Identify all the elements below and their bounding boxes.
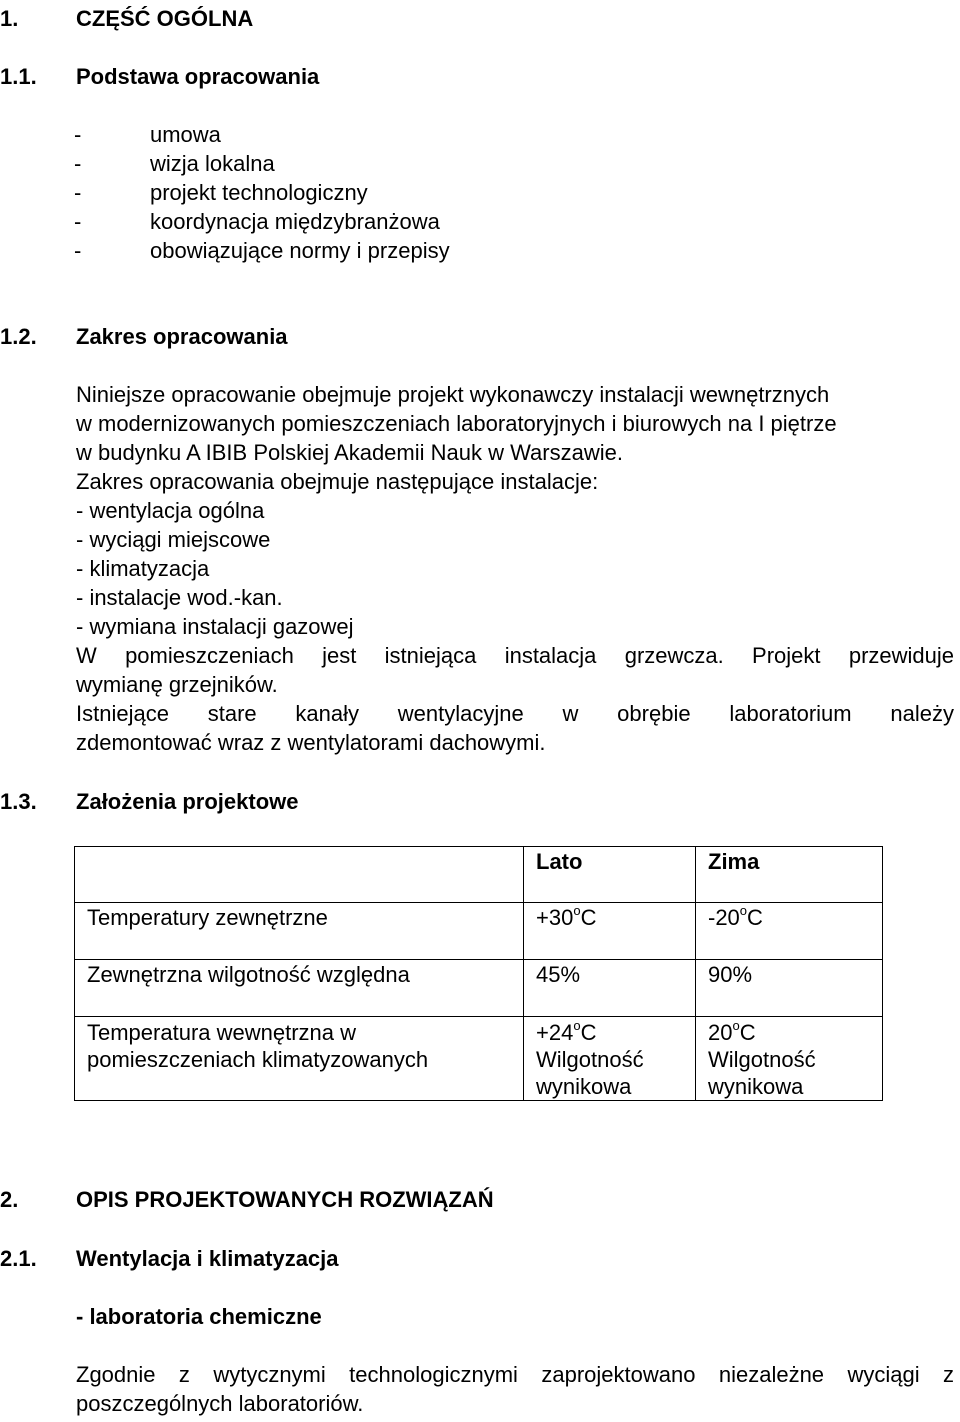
list-item: projekt technologiczny: [150, 180, 368, 205]
header-cell-summer: Lato: [524, 847, 696, 903]
paragraph-line: Istniejące stare kanały wentylacyjne w obrębie laboratorium należy: [76, 701, 954, 726]
section-1-3-title: Założenia projektowe: [76, 789, 299, 814]
section-1-2-number: 1.2.: [0, 324, 37, 349]
section-1-title: CZĘŚĆ OGÓLNA: [76, 6, 254, 31]
paragraph-line: W pomieszczeniach jest istniejąca instalacja grzewcza. Projekt przewiduje: [76, 643, 954, 668]
row-label: Zewnętrzna wilgotność względna: [75, 960, 524, 1017]
summer-value: 45%: [524, 960, 696, 1017]
section-2-title: OPIS PROJEKTOWANYCH ROZWIĄZAŃ: [76, 1187, 494, 1212]
list-bullet: -: [74, 122, 82, 147]
scope-item: - wymiana instalacji gazowej: [76, 614, 354, 639]
table-header-row: [75, 847, 883, 903]
winter-value: 90%: [696, 960, 883, 1017]
paragraph-line: poszczególnych laboratoriów.: [76, 1391, 364, 1416]
subsection-title: - laboratoria chemiczne: [76, 1304, 322, 1329]
winter-value: 20$^o$C Wilgotność wynikowa: [696, 1017, 883, 1101]
scope-item: - wentylacja ogólna: [76, 498, 265, 523]
table-row: [75, 1017, 883, 1101]
section-1-3-number: 1.3.: [0, 789, 37, 814]
table-row: [75, 903, 883, 960]
table-row: [75, 960, 883, 1017]
paragraph-line: Niniejsze opracowanie obejmuje projekt wykonawczy instalacji wewnętrznych: [76, 382, 830, 407]
scope-intro: Zakres opracowania obejmuje następujące instalacje:: [76, 469, 599, 494]
section-2-1-number: 2.1.: [0, 1246, 37, 1271]
section-1-2-title: Zakres opracowania: [76, 324, 288, 349]
section-2-1-title: Wentylacja i klimatyzacja: [76, 1246, 339, 1271]
header-cell-winter: Zima: [696, 847, 883, 903]
row-label: Temperatura wewnętrzna w pomieszczeniach klimatyzowanych: [75, 1017, 524, 1101]
section-1-1-title: Podstawa opracowania: [76, 64, 320, 89]
summer-value: $+30^oC$: [524, 903, 696, 960]
header-cell-empty: [75, 847, 524, 903]
list-bullet: -: [74, 151, 82, 176]
list-item: obowiązujące normy i przepisy: [150, 238, 450, 263]
paragraph-line: wymianę grzejników.: [76, 672, 278, 697]
list-item: umowa: [150, 122, 221, 147]
paragraph-line: w budynku A IBIB Polskiej Akademii Nauk w Warszawie.: [76, 440, 623, 465]
design-assumptions-table: [74, 846, 883, 1101]
list-item: wizja lokalna: [150, 151, 275, 176]
list-bullet: -: [74, 238, 82, 263]
winter-value: -20$^o$C: [696, 903, 883, 960]
list-bullet: -: [74, 180, 82, 205]
list-bullet: -: [74, 209, 82, 234]
section-2-number: 2.: [0, 1187, 19, 1212]
paragraph-line: Zgodnie z wytycznymi technologicznymi zaprojektowano niezależne wyciągi z: [76, 1362, 954, 1387]
list-item: koordynacja międzybranżowa: [150, 209, 440, 234]
section-1-1-number: 1.1.: [0, 64, 37, 89]
scope-item: - instalacje wod.-kan.: [76, 585, 283, 610]
paragraph-line: w modernizowanych pomieszczeniach laboratoryjnych i biurowych na I piętrze: [76, 411, 837, 436]
paragraph-line: zdemontować wraz z wentylatorami dachowymi.: [76, 730, 546, 755]
summer-value: $+24^oC$ Wilgotność wynikowa: [524, 1017, 696, 1101]
scope-item: - klimatyzacja: [76, 556, 210, 581]
scope-item: - wyciągi miejscowe: [76, 527, 271, 552]
row-label: Temperatury zewnętrzne: [75, 903, 524, 960]
section-1-number: 1.: [0, 6, 19, 31]
